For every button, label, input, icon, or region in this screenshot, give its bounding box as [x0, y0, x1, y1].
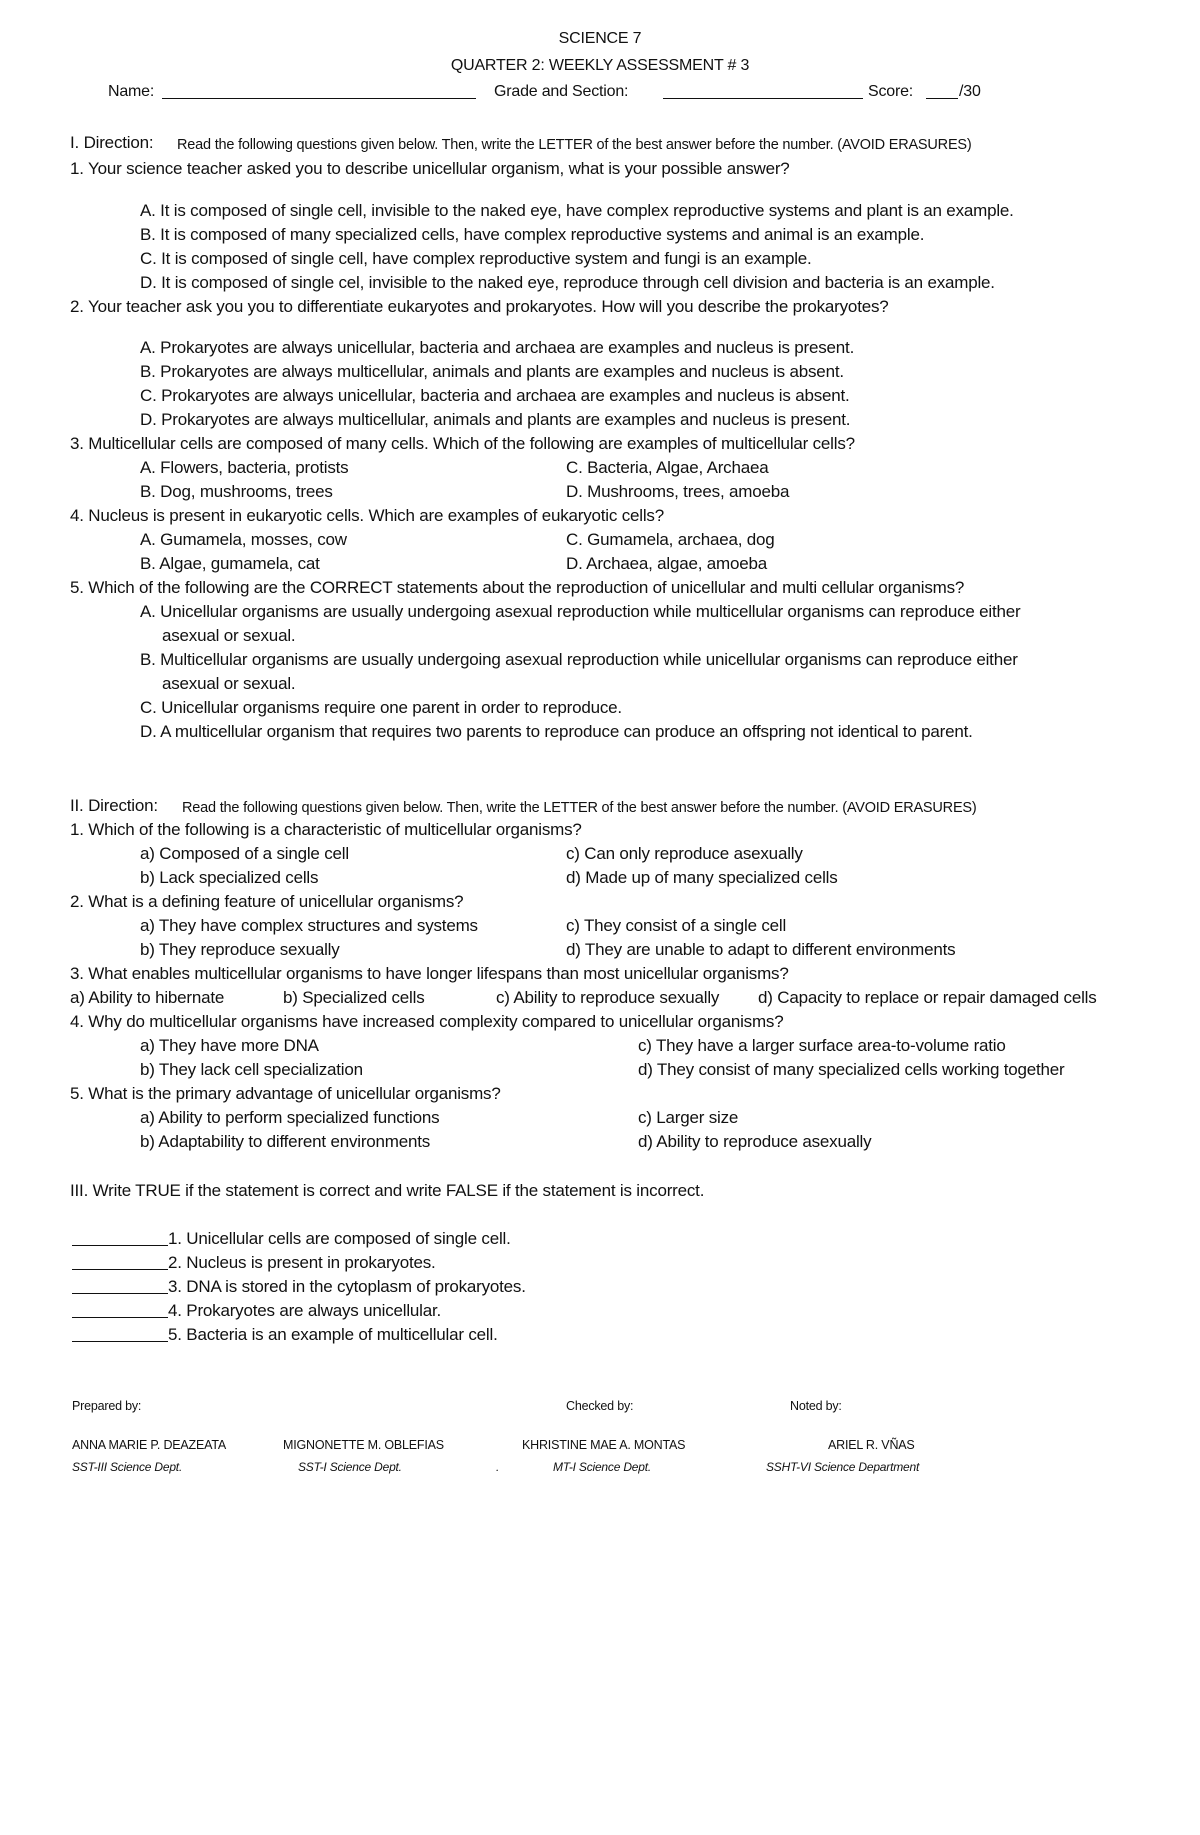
p2-q5-choice-d: d) Ability to reproduce asexually [638, 1132, 872, 1151]
score-total: /30 [959, 83, 981, 100]
p2-question-5: 5. What is the primary advantage of unicellular organisms? [70, 1084, 501, 1103]
p1-q3-choice-a: A. Flowers, bacteria, protists [140, 458, 349, 477]
p1-q1-choice-b: B. It is composed of many specialized cells, have complex reproductive systems and animal is an example. [140, 225, 925, 244]
part1-heading: I. Direction: [70, 133, 154, 152]
p2-q2-choice-a: a) They have complex structures and systems [140, 916, 478, 935]
tf-item-2: 2. Nucleus is present in prokaryotes. [168, 1253, 436, 1272]
tf-item-5: 5. Bacteria is an example of multicellular cell. [168, 1325, 498, 1344]
tf-answer-blank-5[interactable] [72, 1326, 168, 1342]
p1-q4-choice-d: D. Archaea, algae, amoeba [566, 554, 768, 573]
p1-q1-choice-a: A. It is composed of single cell, invisible to the naked eye, have complex reproductive systems and plant is an example. [140, 201, 1014, 220]
assessment-title: QUARTER 2: WEEKLY ASSESSMENT # 3 [450, 57, 750, 74]
grade-section-label: Grade and Section: [494, 83, 629, 100]
score-label: Score: [868, 83, 914, 100]
p1-question-5: 5. Which of the following are the CORRECT statements about the reproduction of unicellular and multi cellular organisms? [70, 578, 965, 597]
p2-q4-choice-c: c) They have a larger surface area-to-volume ratio [638, 1036, 1006, 1055]
p2-q4-choice-a: a) They have more DNA [140, 1036, 319, 1055]
p1-q5-choice-b-cont: asexual or sexual. [162, 674, 296, 693]
p1-q2-choice-c: C. Prokaryotes are always unicellular, bacteria and archaea are examples and nucleus is absent. [140, 386, 850, 405]
p2-q5-choice-a: a) Ability to perform specialized functions [140, 1108, 440, 1127]
name-label: Name: [108, 83, 155, 100]
p2-q5-choice-c: c) Larger size [638, 1108, 739, 1127]
p1-question-1: 1. Your science teacher asked you to describe unicellular organism, what is your possible answer? [70, 159, 790, 178]
p2-q3-choice-a: a) Ability to hibernate [70, 988, 225, 1007]
p1-q1-choice-c: C. It is composed of single cell, have complex reproductive system and fungi is an example. [140, 249, 812, 268]
signatory-role-3: MT-I Science Dept. [553, 1460, 651, 1474]
p2-q3-choice-c: c) Ability to reproduce sexually [496, 988, 720, 1007]
separator-dot: . [496, 1460, 500, 1474]
p1-q5-choice-c: C. Unicellular organisms require one parent in order to reproduce. [140, 698, 622, 717]
signatory-role-2: SST-I Science Dept. [298, 1460, 402, 1474]
signatory-name-3: KHRISTINE MAE A. MONTAS [522, 1438, 686, 1452]
p2-q1-choice-b: b) Lack specialized cells [140, 868, 319, 887]
p1-q5-choice-a: A. Unicellular organisms are usually undergoing asexual reproduction while multicellular organisms can reproduce either [140, 602, 1021, 621]
p2-question-4: 4. Why do multicellular organisms have increased complexity compared to unicellular organisms? [70, 1012, 784, 1031]
signatory-name-4: ARIEL R. VÑAS [828, 1438, 915, 1452]
signatory-role-1: SST-III Science Dept. [72, 1460, 183, 1474]
tf-item-3: 3. DNA is stored in the cytoplasm of prokaryotes. [168, 1277, 526, 1296]
part1-instruction: Read the following questions given below. Then, write the LETTER of the best answer before the number. (AVOID ERASURES) [177, 137, 972, 153]
p1-q5-choice-d: D. A multicellular organism that requires two parents to reproduce can produce an offspring not identical to parent. [140, 722, 973, 741]
tf-answer-blank-3[interactable] [72, 1278, 168, 1294]
part2-instruction: Read the following questions given below. Then, write the LETTER of the best answer before the number. (AVOID ERASURES) [182, 800, 977, 816]
p2-question-3: 3. What enables multicellular organisms to have longer lifespans than most unicellular organisms? [70, 964, 789, 983]
p2-q4-choice-d: d) They consist of many specialized cells working together [638, 1060, 1065, 1079]
p1-question-3: 3. Multicellular cells are composed of many cells. Which of the following are examples of multicellular cells? [70, 434, 855, 453]
p1-q5-choice-a-cont: asexual or sexual. [162, 626, 296, 645]
p1-q3-choice-d: D. Mushrooms, trees, amoeba [566, 482, 790, 501]
p2-q1-choice-a: a) Composed of a single cell [140, 844, 349, 863]
name-blank[interactable] [162, 83, 476, 99]
p2-q1-choice-d: d) Made up of many specialized cells [566, 868, 838, 887]
p1-q2-choice-a: A. Prokaryotes are always unicellular, bacteria and archaea are examples and nucleus is present. [140, 338, 855, 357]
p2-q4-choice-b: b) They lack cell specialization [140, 1060, 363, 1079]
p1-q5-choice-b: B. Multicellular organisms are usually undergoing asexual reproduction while unicellular organisms can reproduce either [140, 650, 1018, 669]
p2-q1-choice-c: c) Can only reproduce asexually [566, 844, 803, 863]
p1-question-2: 2. Your teacher ask you you to differentiate eukaryotes and prokaryotes. How will you describe the prokaryotes? [70, 297, 889, 316]
p2-q3-choice-b: b) Specialized cells [283, 988, 425, 1007]
noted-by-label: Noted by: [790, 1399, 842, 1413]
p1-q4-choice-b: B. Algae, gumamela, cat [140, 554, 320, 573]
p2-q2-choice-c: c) They consist of a single cell [566, 916, 787, 935]
signatory-role-4: SSHT-VI Science Department [766, 1460, 920, 1474]
p2-q2-choice-b: b) They reproduce sexually [140, 940, 340, 959]
grade-section-blank[interactable] [663, 83, 863, 99]
score-blank[interactable] [926, 83, 958, 99]
checked-by-label: Checked by: [566, 1399, 634, 1413]
tf-answer-blank-4[interactable] [72, 1302, 168, 1318]
p2-q3-choice-d: d) Capacity to replace or repair damaged cells [758, 988, 1097, 1007]
tf-item-1: 1. Unicellular cells are composed of single cell. [168, 1229, 511, 1248]
part2-heading: II. Direction: [70, 796, 158, 815]
p1-q4-choice-c: C. Gumamela, archaea, dog [566, 530, 775, 549]
part3-heading: III. Write TRUE if the statement is correct and write FALSE if the statement is incorrect. [70, 1181, 705, 1200]
tf-answer-blank-1[interactable] [72, 1230, 168, 1246]
p1-q4-choice-a: A. Gumamela, mosses, cow [140, 530, 347, 549]
tf-answer-blank-2[interactable] [72, 1254, 168, 1270]
p2-q5-choice-b: b) Adaptability to different environments [140, 1132, 431, 1151]
tf-item-4: 4. Prokaryotes are always unicellular. [168, 1301, 442, 1320]
p1-q3-choice-b: B. Dog, mushrooms, trees [140, 482, 333, 501]
p1-q3-choice-c: C. Bacteria, Algae, Archaea [566, 458, 769, 477]
p1-question-4: 4. Nucleus is present in eukaryotic cells. Which are examples of eukaryotic cells? [70, 506, 664, 525]
p1-q1-choice-d: D. It is composed of single cel, invisible to the naked eye, reproduce through cell division and bacteria is an example. [140, 273, 995, 292]
p2-question-1: 1. Which of the following is a characteristic of multicellular organisms? [70, 820, 582, 839]
prepared-by-label: Prepared by: [72, 1399, 142, 1413]
p2-question-2: 2. What is a defining feature of unicellular organisms? [70, 892, 464, 911]
p1-q2-choice-d: D. Prokaryotes are always multicellular, animals and plants are examples and nucleus is present. [140, 410, 851, 429]
p2-q2-choice-d: d) They are unable to adapt to different environments [566, 940, 956, 959]
p1-q2-choice-b: B. Prokaryotes are always multicellular, animals and plants are examples and nucleus is absent. [140, 362, 844, 381]
signatory-name-2: MIGNONETTE M. OBLEFIAS [283, 1438, 444, 1452]
signatory-name-1: ANNA MARIE P. DEAZEATA [72, 1438, 226, 1452]
subject-title: SCIENCE 7 [558, 30, 642, 47]
